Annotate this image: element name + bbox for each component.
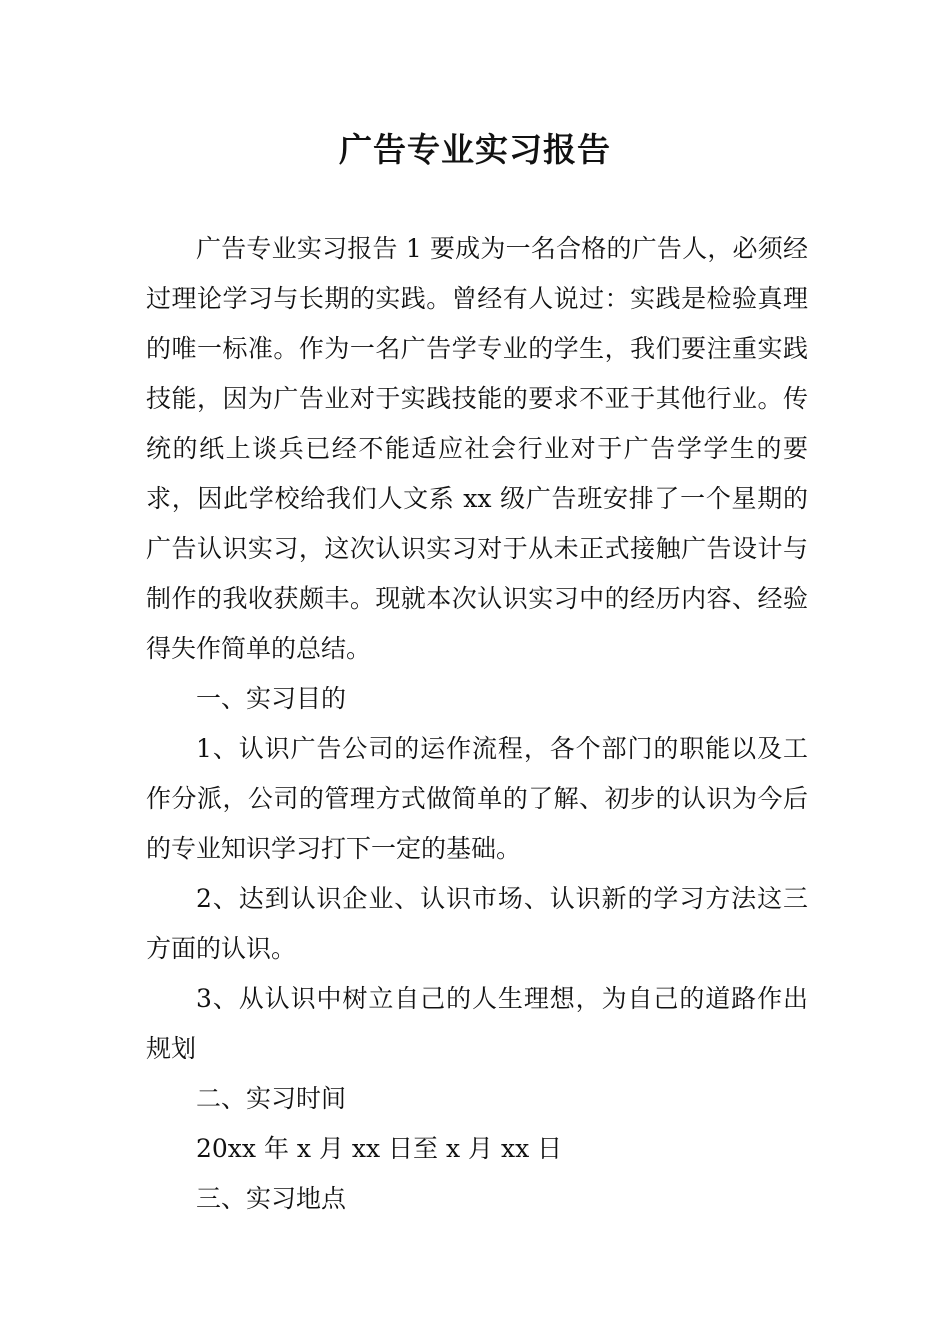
purpose-item-1: 1、认识广告公司的运作流程，各个部门的职能以及工作分派，公司的管理方式做简单的了解、初步的认识为今后的专业知识学习打下一定的基础。	[146, 734, 808, 863]
paragraph-intro: 广告专业实习报告 1 要成为一名合格的广告人，必须经过理论学习与长期的实践。曾经有人说过：实践是检验真理的唯一标准。作为一名广告学专业的学生，我们要注重实践技能，因为广告业对于实践技能的要求不亚于其他行业。传统的纸上谈兵已经不能适应社会行业对于广告学学生的要求，因此学校给我们人文系 xx 级广告班安排了一个星期的广告认识实习，这次认识实习对于从未正式接触广告设计与制作的我收获颇丰。现就本次认识实习中的经历内容、经验得失作简单的总结。	[146, 234, 808, 663]
heading-location: 三、实习地点	[196, 1184, 347, 1213]
heading-purpose: 一、实习目的	[196, 684, 347, 713]
time-value: 20xx 年 x 月 xx 日至 x 月 xx 日	[196, 1134, 563, 1163]
document-title: 广告专业实习报告	[339, 130, 611, 169]
document-body	[146, 224, 808, 1224]
purpose-item-3: 3、从认识中树立自己的人生理想，为自己的道路作出规划	[146, 984, 808, 1063]
purpose-item-2: 2、达到认识企业、认识市场、认识新的学习方法这三方面的认识。	[146, 884, 808, 963]
heading-time: 二、实习时间	[196, 1084, 347, 1113]
